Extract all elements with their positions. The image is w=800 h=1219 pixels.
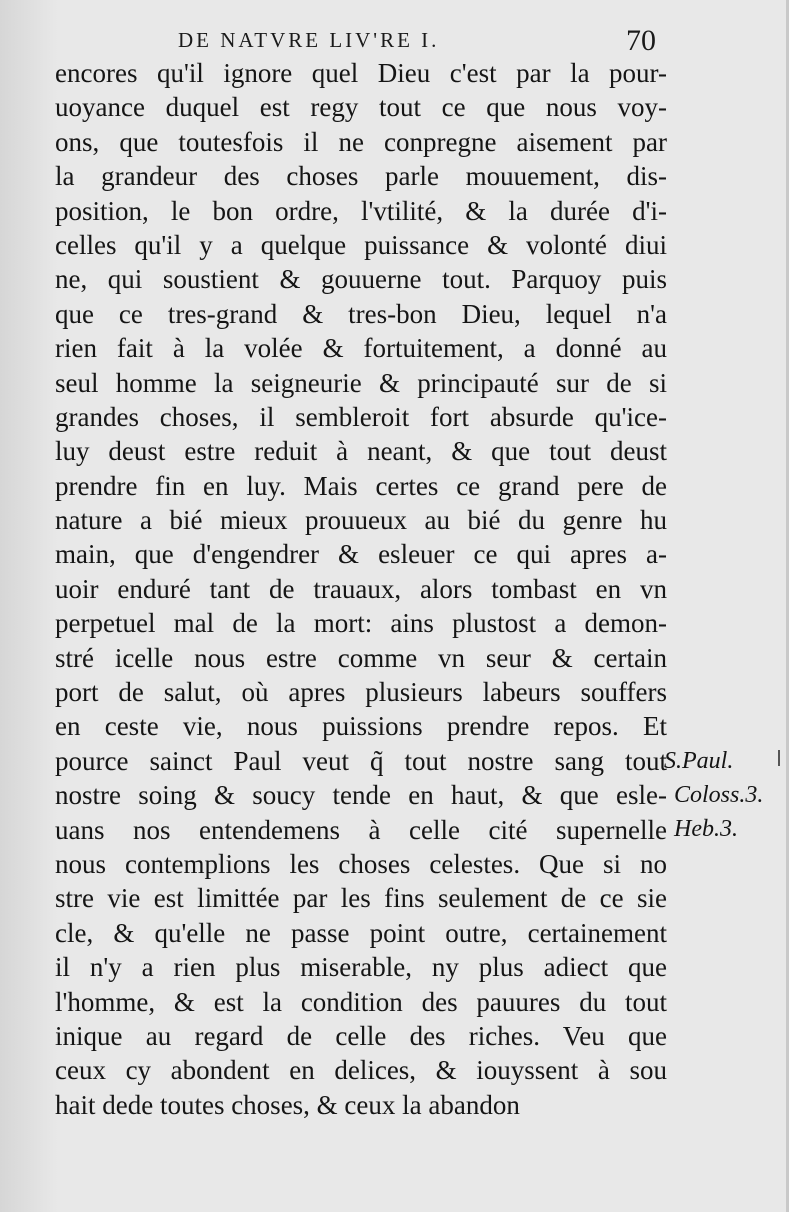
text-line: port de salut, où apres plusieurs labeurs souffers [55, 677, 667, 708]
text-line: il n'y a rien plus miserable, ny plus adiect que [55, 952, 667, 983]
text-line: grandes choses, il sembleroit fort absurde qu'ice- [55, 401, 667, 432]
text-line: prendre fin en luy. Mais certes ce grand pere de [55, 470, 667, 501]
text-line: en ceste vie, nous puissions prendre repos. Et [55, 711, 667, 742]
text-line: main, que d'engendrer & esleuer ce qui apres a- [55, 539, 667, 570]
text-line: l'homme, & est la condition des pauures du tout [55, 986, 667, 1017]
text-line: que ce tres-grand & tres-bon Dieu, lequel n'a [55, 298, 667, 329]
margin-mark [778, 750, 780, 766]
body-text [55, 56, 667, 1122]
text-line: stre vie est limittée par les fins seulement de ce sie [55, 883, 667, 914]
text-line: uoir enduré tant de trauaux, alors tombast en vn [55, 573, 667, 604]
text-line: cle, & qu'elle ne passe point outre, certainement [55, 917, 667, 948]
text-line: ceux cy abondent en delices, & iouyssent à sou [55, 1055, 667, 1086]
text-line: stré icelle nous estre comme vn seur & certain [55, 642, 667, 673]
running-title: DE NATVRE LIV'RE I. [178, 28, 440, 52]
text-line: la grandeur des choses parle mouuement, dis- [55, 161, 667, 192]
text-line: position, le bon ordre, l'vtilité, & la durée d'i- [55, 195, 667, 226]
text-line: pource sainct Paul veut q̃ tout nostre sang tout [55, 745, 667, 776]
margin-note-colossians: Coloss.3. [674, 782, 764, 808]
text-line: ne, qui soustient & gouuerne tout. Parquoy puis [55, 264, 667, 295]
text-line: uoyance duquel est regy tout ce que nous voy- [55, 92, 667, 123]
text-line: uans nos entendemens à celle cité supernelle [55, 814, 667, 845]
page-number: 70 [626, 24, 656, 57]
text-line: nous contemplions les choses celestes. Que si no [55, 848, 667, 879]
text-line: rien fait à la volée & fortuitement, a donné au [55, 333, 667, 364]
text-line: inique au regard de celle des riches. Veu que [55, 1020, 667, 1051]
text-line: hait dede toutes choses, & ceux la abandon [55, 1089, 520, 1120]
text-line: encores qu'il ignore quel Dieu c'est par la pour- [55, 58, 667, 88]
text-line: seul homme la seigneurie & principauté sur de si [55, 367, 667, 398]
marginal-references [664, 744, 784, 846]
text-line: ons, que toutesfois il ne conpregne aisement par [55, 126, 667, 157]
margin-note-hebrews: Heb.3. [674, 816, 738, 842]
margin-note-paul: S.Paul. [664, 748, 734, 774]
text-line: nostre soing & soucy tende en haut, & que esle- [55, 780, 667, 811]
text-line: celles qu'il y a quelque puissance & volonté diui [55, 229, 667, 260]
text-line: perpetuel mal de la mort: ains plustost a demon- [55, 608, 667, 639]
text-line: nature a bié mieux prouueux au bié du genre hu [55, 505, 667, 536]
page-gutter-shadow [0, 0, 58, 1212]
text-line: luy deust estre reduit à neant, & que tout deust [55, 436, 667, 467]
